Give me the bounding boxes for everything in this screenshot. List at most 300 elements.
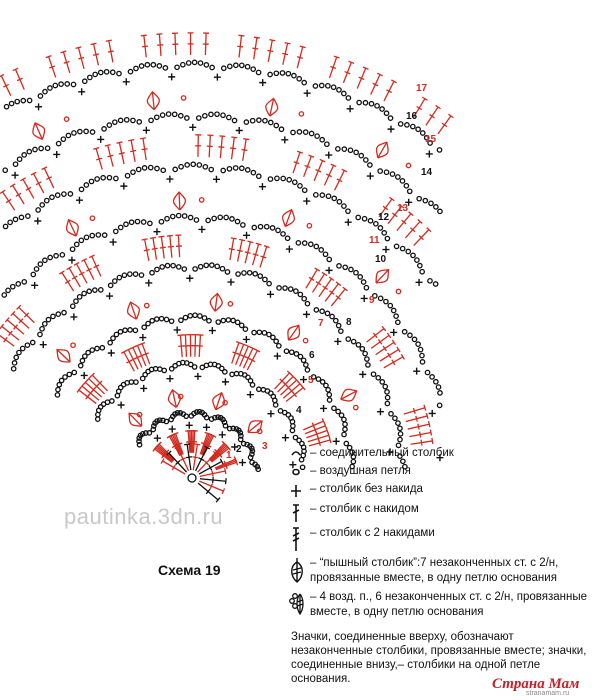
chain-stitch <box>438 209 442 213</box>
chain-stitch <box>108 283 112 287</box>
chain-stitch <box>171 214 175 218</box>
double-crochet <box>237 239 245 261</box>
chain-stitch <box>191 162 195 166</box>
chain-stitch <box>283 286 287 290</box>
puff-stitch <box>147 92 159 110</box>
round-labels <box>226 83 437 461</box>
chain-stitch <box>9 101 13 105</box>
chain-stitch <box>111 336 115 340</box>
chain-stitch <box>17 157 21 161</box>
picot-cluster-icon <box>288 590 310 608</box>
chain-stitch <box>104 70 108 74</box>
double-crochet <box>13 68 24 89</box>
chain-stitch <box>365 357 369 361</box>
chain-stitch <box>118 330 122 334</box>
chain-stitch <box>181 63 185 67</box>
chain-stitch <box>40 327 44 331</box>
single-crochet <box>239 459 246 466</box>
chain-stitch <box>93 72 97 76</box>
chain-stitch <box>228 302 232 306</box>
chain-stitch <box>356 343 360 347</box>
double-crochet <box>267 40 275 62</box>
single-crochet <box>12 172 19 179</box>
single-crochet <box>198 226 205 233</box>
chain-stitch <box>385 236 389 240</box>
chain-stitch <box>209 167 213 171</box>
chain-stitch <box>279 127 283 131</box>
single-crochet <box>387 126 394 133</box>
double-crochet <box>343 61 354 83</box>
chain-stitch <box>247 271 251 275</box>
chain-stitch <box>203 114 207 118</box>
chain-stitch <box>299 112 303 116</box>
single-crochet <box>120 183 127 190</box>
legend-row-puff-stitch <box>288 556 600 590</box>
single-crochet <box>300 376 307 383</box>
single-crochet <box>34 218 41 225</box>
chain-stitch <box>113 120 117 124</box>
single-crochet <box>303 311 310 318</box>
single-crochet <box>325 152 332 159</box>
chain-stitch <box>360 347 364 351</box>
single-crochet <box>377 408 384 415</box>
single-crochet <box>123 78 130 85</box>
chain-stitch <box>240 63 244 67</box>
chain-stitch <box>384 170 388 174</box>
chain-stitch <box>135 219 139 223</box>
single-crochet <box>274 353 281 360</box>
chain-stitch <box>87 289 91 293</box>
double-crochet <box>405 220 422 238</box>
single-crochet <box>108 350 115 357</box>
chain-stitch <box>343 265 347 269</box>
single-crochet <box>382 246 389 253</box>
chain-stitch <box>326 388 330 392</box>
chain-stitch <box>21 346 25 350</box>
single-crochet <box>334 338 341 345</box>
round-label: 5 <box>308 375 314 386</box>
double-crochet <box>324 164 336 185</box>
chain-stitch <box>75 242 79 246</box>
double-crochet <box>241 139 249 161</box>
chain-stitch <box>22 280 26 284</box>
chain-stitch <box>165 263 169 267</box>
chain-stitch <box>363 101 367 105</box>
single-crochet <box>345 219 352 226</box>
chain-stitch <box>327 393 331 397</box>
chain-stitch <box>157 64 161 68</box>
single-crochet <box>429 410 436 417</box>
chain-stitch <box>342 204 346 208</box>
chain-stitch <box>418 347 422 351</box>
round-label: 17 <box>416 83 428 94</box>
chain-stitch <box>302 80 306 84</box>
chain-stitch <box>405 123 409 127</box>
double-crochet <box>200 468 226 477</box>
chain-stitch <box>325 142 329 146</box>
chain-stitch <box>55 393 59 397</box>
legend-note: Значки, соединенные вверху, обозначают незаконченные столбики, провязанные вместе; значки, соединенные внизу,– столбики на одной петле основания. <box>291 631 587 685</box>
chain-stitch <box>149 165 153 169</box>
chain-stitch <box>3 224 7 228</box>
chain-stitch <box>385 401 389 405</box>
chain-stitch <box>267 281 271 285</box>
double-crochet <box>141 35 148 57</box>
chain-stitch <box>83 79 87 83</box>
chain-stitch <box>368 219 372 223</box>
double-crochet <box>61 51 70 73</box>
chain-stitch <box>303 130 307 134</box>
double-crochet <box>0 190 15 210</box>
chain-stitch <box>286 71 290 75</box>
puff-stitch <box>288 325 300 340</box>
chain-stitch <box>67 372 71 376</box>
double-crochet <box>218 136 225 158</box>
legend-row-slip-stitch <box>288 446 600 464</box>
double-crochet <box>59 271 73 291</box>
chain-stitch <box>68 192 72 196</box>
chain-stitch <box>102 233 106 237</box>
chain-stitch <box>155 267 159 271</box>
single-crochet <box>68 257 75 264</box>
center-ring <box>188 474 196 482</box>
chain-stitch <box>298 292 302 296</box>
round-label: 16 <box>406 111 418 122</box>
double-crochet <box>10 184 24 204</box>
chain-stitch <box>292 73 296 77</box>
chain-stitch <box>250 383 254 387</box>
single-crochet <box>194 373 201 380</box>
chain-stitch <box>151 63 155 67</box>
chain-stitch <box>346 209 350 213</box>
chain-stitch <box>230 372 234 376</box>
chain-stitch <box>357 100 361 104</box>
chain-stitch <box>346 96 350 100</box>
chain-stitch <box>188 215 192 219</box>
chain-stitch <box>228 64 232 68</box>
round-label: 10 <box>375 254 387 265</box>
chain-stitch <box>181 96 185 100</box>
chain-stitch <box>108 340 112 344</box>
chain-stitch <box>313 84 317 88</box>
chain-stitch <box>171 263 175 267</box>
chain-stitch <box>221 318 225 322</box>
chain-stitch <box>65 82 69 86</box>
chain-stitch <box>293 180 297 184</box>
double-crochet <box>175 235 182 257</box>
single-crochet <box>227 279 234 286</box>
chain-stitch <box>275 176 279 180</box>
chain-stitch <box>437 403 441 407</box>
double-crochet <box>376 340 396 355</box>
single-crochet <box>267 410 274 417</box>
chain-stitch <box>155 166 159 170</box>
legend-row-single-crochet <box>288 482 600 502</box>
chain-stitch <box>27 98 31 102</box>
chain-stitch <box>361 280 365 284</box>
chain-stitch <box>393 416 397 420</box>
chain-stitch <box>15 99 19 103</box>
diagram-caption: Схема 19 <box>158 562 221 578</box>
chart-marks <box>0 33 453 502</box>
chain-stitch <box>4 104 8 108</box>
chain-stitch <box>351 339 355 343</box>
chain-stitch <box>139 273 143 277</box>
chain-stitch <box>398 122 402 126</box>
chain-stitch <box>358 275 362 279</box>
chain-stitch <box>34 267 38 271</box>
double-crochet <box>438 114 453 134</box>
single-crochet <box>213 176 220 183</box>
chain-stitch <box>343 422 347 426</box>
single-crochet <box>140 385 147 392</box>
chain-stitch <box>176 213 180 217</box>
chain-stitch <box>281 232 285 236</box>
round-label: 2 <box>236 444 242 455</box>
chain-stitch <box>277 286 281 290</box>
chain-stitch <box>136 167 140 171</box>
chain-stitch <box>235 219 239 223</box>
chain-stitch <box>320 193 324 197</box>
puff-stitch <box>248 421 262 433</box>
chain-stitch <box>332 406 336 410</box>
single-crochet <box>145 279 152 286</box>
chain-stitch <box>331 85 335 89</box>
puff-stitch <box>376 270 388 283</box>
chain-stitch <box>45 198 49 202</box>
double-crochet <box>106 40 114 62</box>
chain-stitch <box>342 147 346 151</box>
chain-stitch <box>78 129 82 133</box>
chain-stitch <box>246 168 250 172</box>
single-crochet <box>361 295 368 302</box>
chain-stitch <box>149 118 153 122</box>
chain-stitch <box>8 220 12 224</box>
single-crochet <box>174 326 181 333</box>
chain-stitch <box>88 75 92 79</box>
chain-stitch <box>14 355 18 359</box>
chain-stitch <box>362 217 366 221</box>
chain-stitch <box>90 233 94 237</box>
chain-stitch <box>420 270 424 274</box>
chain-stitch <box>202 316 206 320</box>
round-label: 4 <box>296 405 302 416</box>
single-crochet <box>35 103 42 110</box>
single-crochet <box>281 136 288 143</box>
chain-stitch <box>84 183 88 187</box>
chain-stitch <box>177 265 181 269</box>
chain-stitch <box>146 321 150 325</box>
chain-stitch <box>376 376 380 380</box>
chain-stitch <box>141 220 145 224</box>
legend-text: – столбик с 2 накидами <box>310 527 435 539</box>
chain-stitch <box>66 133 70 137</box>
chain-stitch <box>234 166 238 170</box>
double-crochet <box>314 159 325 180</box>
chain-stitch <box>150 319 154 323</box>
chain-stitch <box>216 320 220 324</box>
chain-stitch <box>420 360 424 364</box>
chain-stitch <box>375 104 379 108</box>
chain-stitch <box>337 200 341 204</box>
chain-stitch <box>43 322 47 326</box>
chain-stitch <box>287 178 291 182</box>
chain-stitch <box>215 112 219 116</box>
chain-stitch <box>316 377 320 381</box>
double-crochet <box>42 167 54 188</box>
chain-stitch <box>194 218 198 222</box>
chain-stitch <box>354 150 358 154</box>
chain-stitch <box>215 264 219 268</box>
double-crochet <box>335 169 347 190</box>
chain-stitch <box>185 116 189 120</box>
double-crochet <box>142 239 150 261</box>
chain-stitch <box>382 231 386 235</box>
chain-stitch <box>114 229 118 233</box>
chain-stitch <box>234 63 238 67</box>
chain-stitch <box>273 398 277 402</box>
chain-stitch <box>209 112 213 116</box>
chain-stitch <box>12 361 16 365</box>
chain-stitch <box>96 233 100 237</box>
chain-stitch <box>305 368 309 372</box>
chain-stitch <box>277 344 281 348</box>
single-crochet <box>286 246 293 253</box>
single-crochet <box>304 90 311 97</box>
chain-stitch <box>438 391 442 395</box>
double-crochet <box>128 140 136 162</box>
puff-stitch <box>377 142 389 158</box>
double-crochet <box>247 349 260 370</box>
chain-stitch <box>337 264 341 268</box>
chain-stitch <box>159 220 163 224</box>
double-crochet <box>188 33 194 55</box>
single-crochet <box>390 329 397 336</box>
chain-stitch <box>134 66 138 70</box>
chain-stitch-icon <box>288 464 310 482</box>
single-crochet <box>267 291 274 298</box>
chain-stitch <box>142 166 146 170</box>
chain-stitch <box>339 329 343 333</box>
chain-stitch <box>45 146 49 150</box>
chain-stitch <box>119 225 123 229</box>
chain-stitch <box>400 246 404 250</box>
chain-stitch <box>280 71 284 75</box>
chain-stitch <box>2 293 6 297</box>
chain-stitch <box>263 277 267 281</box>
chain-stitch <box>134 380 138 384</box>
chain-stitch <box>43 89 47 93</box>
chain-stitch <box>256 70 260 74</box>
double-crochet <box>207 135 214 157</box>
chain-stitch <box>79 187 83 191</box>
chain-stitch <box>71 82 75 86</box>
chain-stitch <box>245 64 249 68</box>
single-crochet <box>303 198 310 205</box>
chain-stitch <box>251 67 255 71</box>
chain-stitch <box>77 295 81 299</box>
chain-stitch <box>133 272 137 276</box>
chain-stitch <box>323 252 327 256</box>
chain-stitch <box>337 88 341 92</box>
single-crochet-icon <box>288 482 310 500</box>
single-crochet <box>31 282 38 289</box>
single-crochet <box>243 336 250 343</box>
chain-stitch <box>396 175 400 179</box>
treble-crochet-icon <box>288 526 310 544</box>
site-logo <box>492 676 580 697</box>
chain-stitch <box>390 172 394 176</box>
chain-stitch <box>303 338 307 342</box>
chain-stitch <box>269 120 273 124</box>
legend <box>288 446 600 626</box>
chain-stitch <box>27 149 31 153</box>
chain-stitch <box>192 60 196 64</box>
chain-stitch <box>198 264 202 268</box>
single-crochet <box>168 73 175 80</box>
chain-stitch <box>105 400 109 404</box>
chain-stitch <box>273 403 277 407</box>
round-label: 3 <box>262 441 268 452</box>
double-crochet <box>426 105 441 125</box>
chain-stitch <box>400 179 404 183</box>
chain-stitch <box>38 262 42 266</box>
single-crochet <box>110 239 117 246</box>
single-crochet <box>153 228 160 235</box>
chain-stitch <box>179 318 183 322</box>
chain-stitch <box>416 127 420 131</box>
chain-stitch <box>240 323 244 327</box>
chain-stitch <box>243 327 247 331</box>
legend-text: – 4 возд. п., 6 незаконченных ст. с 2/н, провязанные вместе, в одну петлю основания <box>310 591 587 618</box>
chain-stitch <box>93 288 97 292</box>
chain-stitch <box>268 177 272 181</box>
chain-stitch <box>96 417 100 421</box>
chain-stitch <box>62 192 66 196</box>
chain-stitch <box>274 123 278 127</box>
double-crochet <box>150 237 158 259</box>
chain-stitch <box>131 170 135 174</box>
double-crochet <box>245 241 253 263</box>
chain-stitch <box>128 69 132 73</box>
single-crochet <box>169 426 176 433</box>
chain-stitch <box>64 117 68 121</box>
puff-stitch <box>168 390 180 408</box>
chain-stitch <box>251 170 255 174</box>
chain-stitch <box>257 118 261 122</box>
single-crochet <box>78 88 85 95</box>
watermark: pautinka.3dn.ru <box>64 504 224 529</box>
chain-stitch <box>38 332 42 336</box>
chain-stitch <box>148 221 152 225</box>
chain-stitch <box>378 226 382 230</box>
chain-stitch <box>348 148 352 152</box>
double-crochet <box>0 75 11 96</box>
double-crochet <box>408 421 430 429</box>
chain-stitch <box>391 308 395 312</box>
chain-stitch <box>411 253 415 257</box>
round-label: 1 <box>226 450 232 461</box>
chain-stitch <box>336 409 340 413</box>
chain-stitch <box>274 71 278 75</box>
chain-stitch <box>99 70 103 74</box>
chain-stitch <box>50 195 54 199</box>
double-crochet <box>121 351 134 372</box>
chain-stitch <box>383 384 387 388</box>
chain-stitch <box>210 65 214 69</box>
chain-stitch <box>145 63 149 67</box>
chain-stitch <box>388 303 392 307</box>
